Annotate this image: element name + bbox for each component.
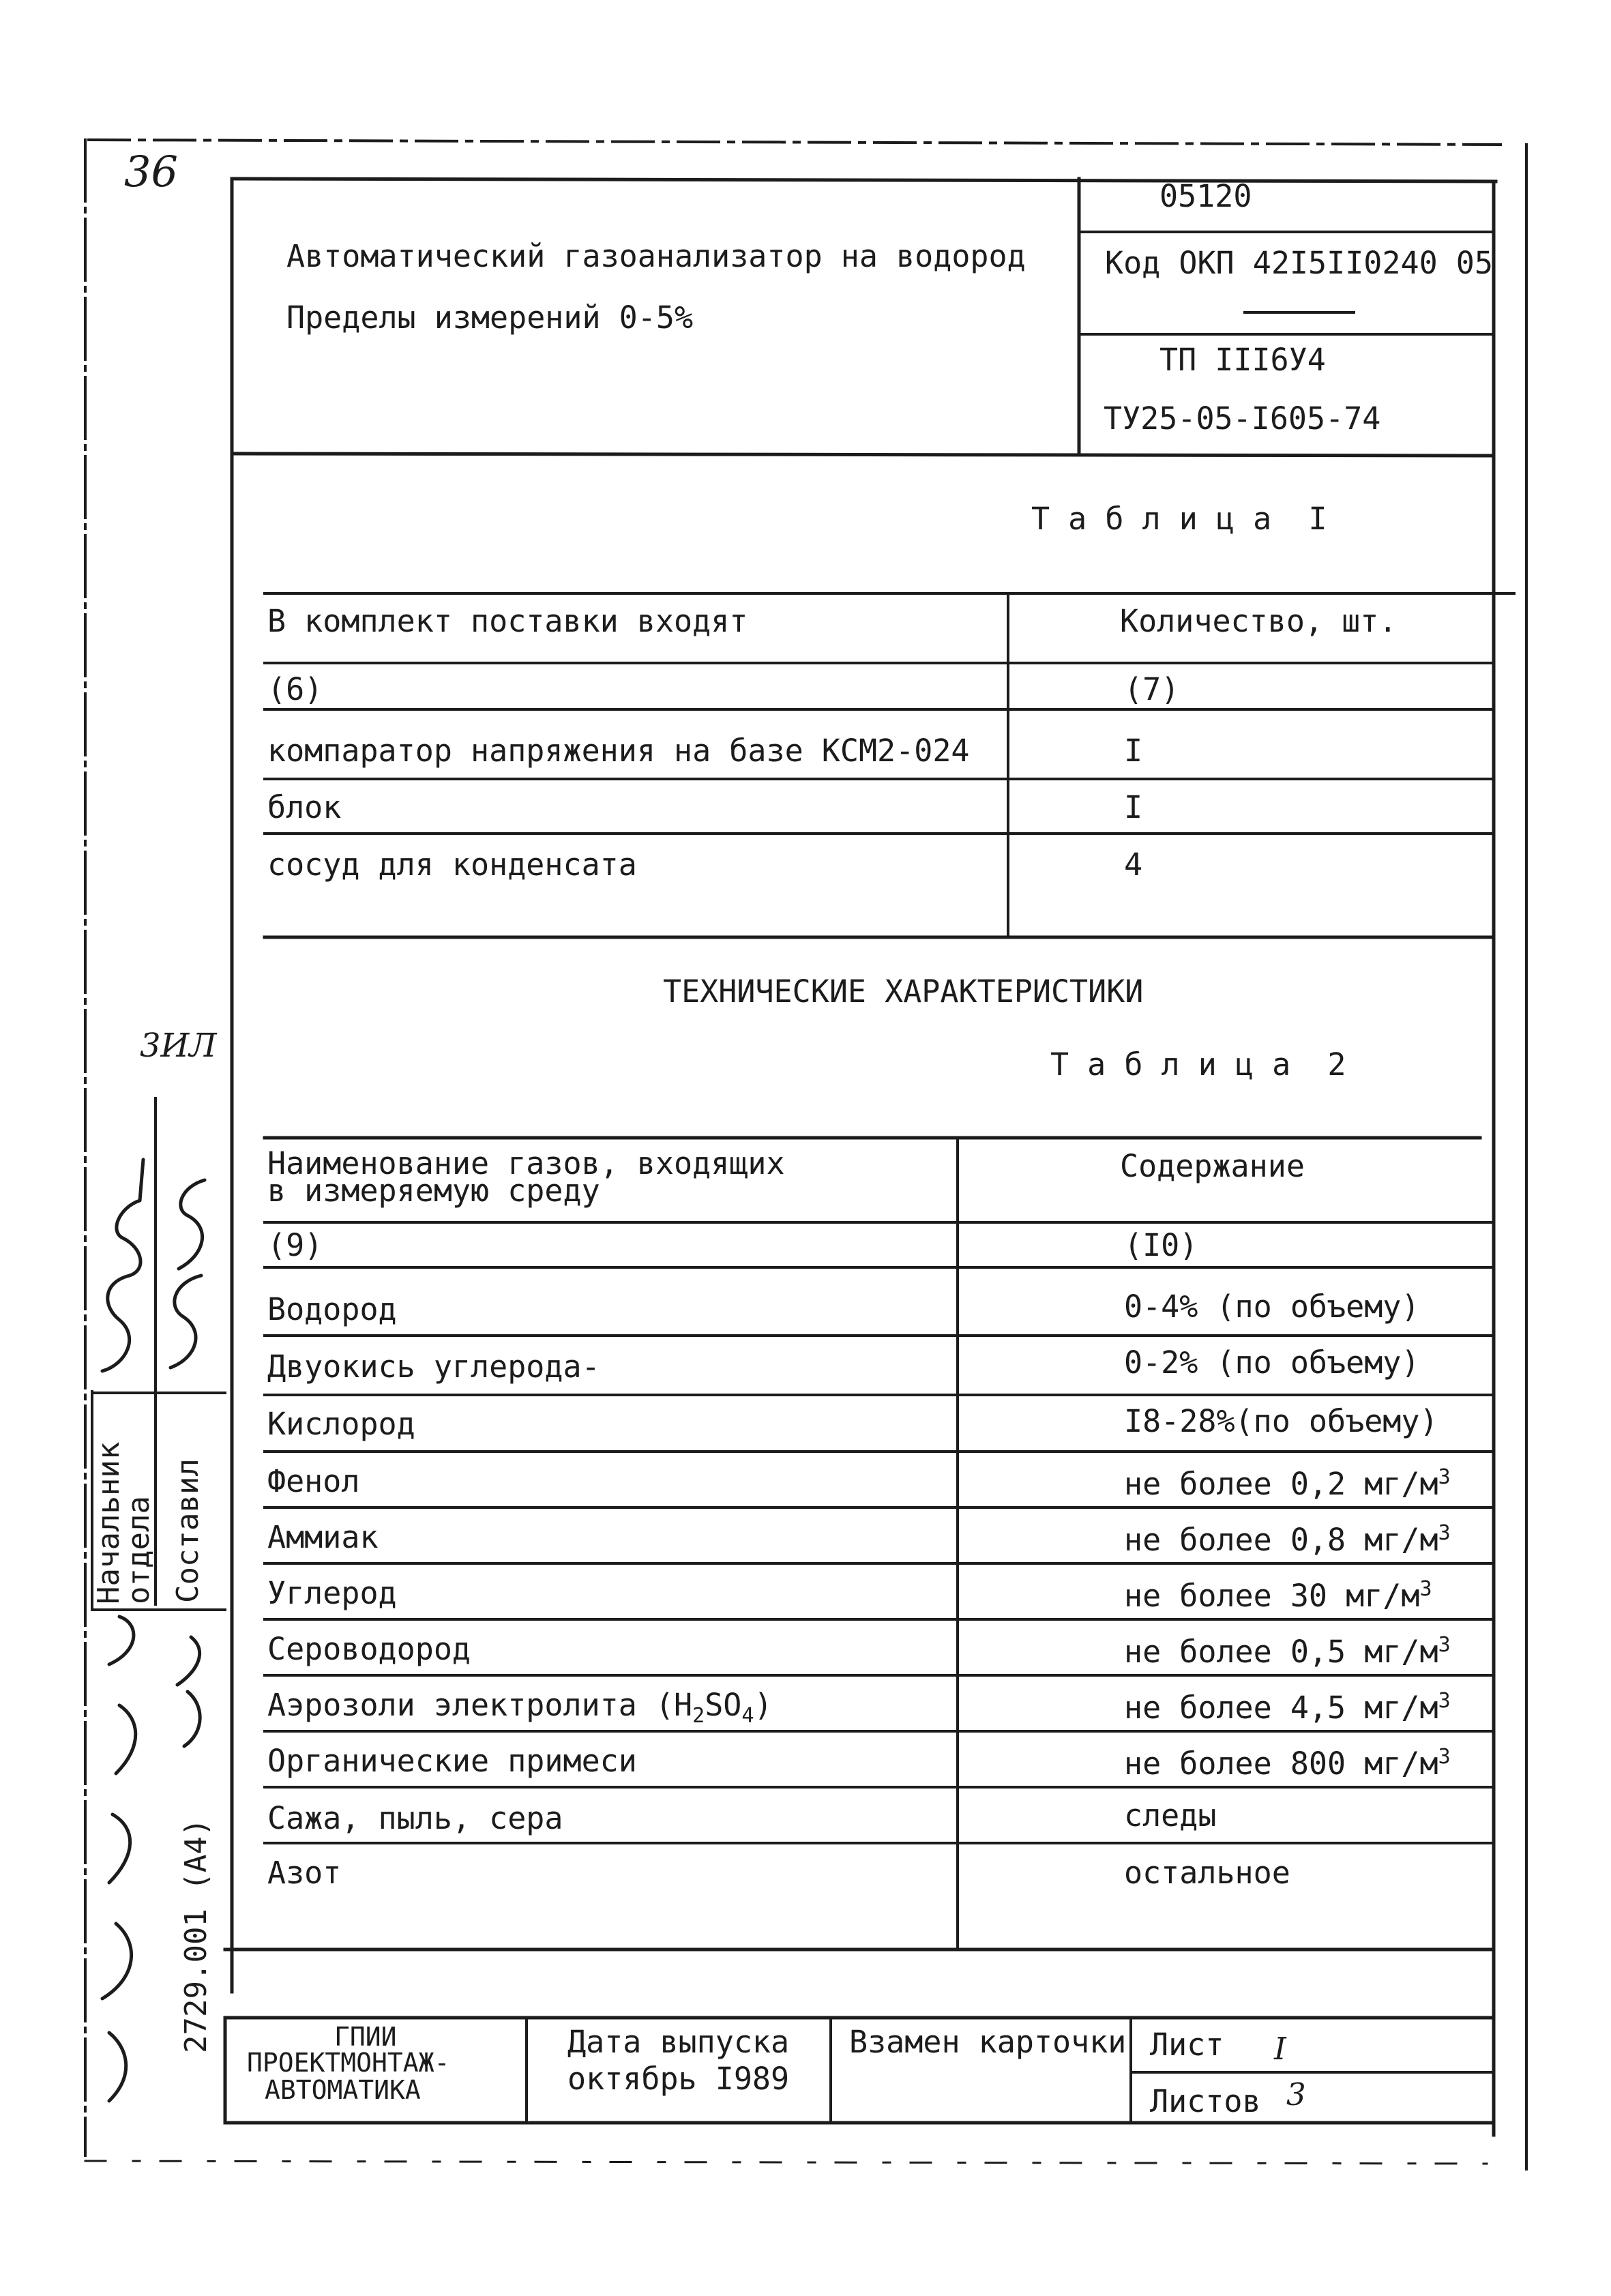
- okp-code: Код ОКП 42I5II0240 05: [1105, 245, 1493, 281]
- tp-number: ТП III6У4: [1159, 342, 1326, 378]
- table2-row-name: Кислород: [267, 1406, 415, 1442]
- table1-row-qty: I: [1124, 789, 1143, 825]
- table2-row-name: Аммиак: [267, 1519, 379, 1555]
- table2-header-name: Наименование газов, входящих: [267, 1145, 785, 1181]
- table2-row-name: Органические примеси: [267, 1743, 637, 1779]
- table2-row-value: I8-28%(по объему): [1124, 1403, 1438, 1439]
- org-name-line3: АВТОМАТИКА: [265, 2075, 421, 2105]
- handwritten-date-note: [102, 1617, 136, 2101]
- table1-row-qty: 4: [1124, 847, 1143, 883]
- superscript: 3: [1419, 1577, 1432, 1601]
- table2-row-value: [1124, 1739, 1451, 1782]
- measurement-range: Пределы измерений 0-5%: [286, 299, 694, 336]
- table1-row-qty: I: [1124, 733, 1143, 769]
- table2-row-value: [1124, 1628, 1451, 1670]
- value-text: не более 0,5 мг/м: [1124, 1634, 1438, 1670]
- name-text: Аэрозоли электролита (H: [267, 1687, 693, 1723]
- value-text: не более 0,2 мг/м: [1124, 1466, 1438, 1502]
- table1-header-items: В комплект поставки входят: [267, 603, 748, 639]
- superscript: 3: [1438, 1521, 1451, 1545]
- superscript: 3: [1438, 1689, 1451, 1713]
- org-name-line2: ПРОЕКТМОНТАЖ-: [247, 2048, 450, 2078]
- table2-row-name: Азот: [267, 1855, 342, 1891]
- table2-row-name: Фенол: [267, 1463, 360, 1499]
- name-text: SO: [705, 1687, 742, 1723]
- document-title: Автоматический газоанализатор на водород: [286, 238, 1026, 274]
- table2-row-name: Водород: [267, 1291, 397, 1327]
- table1-colnum-qty: (7): [1124, 671, 1180, 707]
- table2-row-value: [1124, 1516, 1451, 1558]
- value-text: не более 800 мг/м: [1124, 1746, 1438, 1782]
- table2-header-name-cont: в измеряемую среду: [267, 1173, 600, 1209]
- page-number: 36: [124, 147, 178, 196]
- table2-row-value: 0-4% (по объему): [1124, 1289, 1420, 1325]
- release-date: октябрь I989: [567, 2061, 790, 2097]
- table1-caption: Т а б л и ц а I: [1031, 501, 1327, 537]
- subscript: 4: [741, 1704, 754, 1728]
- signature-compiler: [171, 1180, 205, 1368]
- value-text: не более 0,8 мг/м: [1124, 1522, 1438, 1558]
- table2-row-name: Углерод: [267, 1575, 397, 1611]
- sheets-label: Листов: [1150, 2083, 1261, 2119]
- header-code-top: 05120: [1159, 178, 1252, 214]
- value-text: не более 30 мг/м: [1124, 1578, 1420, 1614]
- sheets-value: 3: [1286, 2076, 1306, 2113]
- margin-initials: 3ИЛ: [140, 1027, 217, 1065]
- superscript: 3: [1438, 1465, 1451, 1489]
- release-label: Дата выпуска: [567, 2024, 790, 2060]
- section-title: ТЕХНИЧЕСКИЕ ХАРАКТЕРИСТИКИ: [663, 973, 1144, 1010]
- signature-third: [177, 1637, 200, 1746]
- compiler-label: Составил: [171, 1458, 205, 1603]
- table2-row-value: 0-2% (по объему): [1124, 1344, 1420, 1381]
- table2-row-value: [1124, 1683, 1451, 1726]
- name-text: ): [754, 1687, 773, 1723]
- table2-colnum-name: (9): [267, 1227, 323, 1263]
- table2-row-value: [1124, 1460, 1451, 1502]
- superscript: 3: [1438, 1633, 1451, 1657]
- sheet-label: Лист: [1150, 2027, 1224, 2063]
- signature-dept-head: [102, 1160, 143, 1371]
- table2-row-value: [1124, 1572, 1432, 1614]
- tu-number: ТУ25-05-I605-74: [1104, 400, 1381, 437]
- table2-row-name: Сероводород: [267, 1631, 471, 1667]
- table2-row-value: следы: [1124, 1797, 1217, 1834]
- subscript: 2: [692, 1704, 705, 1728]
- superscript: 3: [1438, 1745, 1451, 1769]
- table2-row-name: Сажа, пыль, сера: [267, 1800, 563, 1836]
- table1-row-name: компаратор напряжения на базе КСМ2-024: [267, 733, 970, 769]
- table1-row-name: сосуд для конденсата: [267, 847, 637, 883]
- table2-colnum-value: (I0): [1124, 1227, 1198, 1263]
- dept-head-label: Начальник отдела: [91, 1441, 156, 1604]
- value-text: не более 4,5 мг/м: [1124, 1690, 1438, 1726]
- table2-row-value: остальное: [1124, 1855, 1290, 1891]
- org-name-line1: ГПИИ: [334, 2022, 397, 2052]
- table1-header-quantity: Количество, шт.: [1120, 603, 1398, 639]
- form-code: 2729.001 (А4): [179, 1818, 213, 2053]
- table1-colnum-name: (6): [267, 671, 323, 707]
- table2-header-value: Содержание: [1120, 1148, 1305, 1184]
- table2-row-name: [267, 1688, 773, 1734]
- sheet-value: I: [1274, 2031, 1286, 2067]
- table1-row-name: блок: [267, 789, 342, 825]
- table2-row-name: Двуокись углерода-: [267, 1349, 600, 1385]
- replaces-card-label: Взамен карточки: [849, 2024, 1127, 2060]
- table2-caption: Т а б л и ц а 2: [1050, 1046, 1346, 1083]
